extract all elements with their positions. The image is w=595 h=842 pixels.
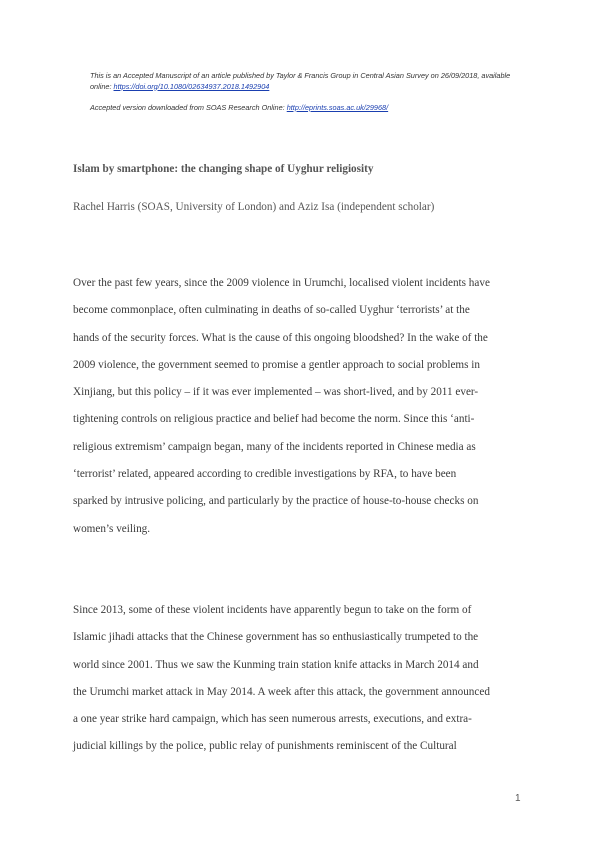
text-line: Xinjiang, but this policy – if it was ever implemented – was short-lived, and by 2011 ever-: [73, 386, 479, 399]
text-line: ‘terrorist’ related, appeared according to credible investigations by RFA, to have been: [73, 468, 457, 481]
body-paragraph-2: [73, 597, 525, 761]
page-number: 1: [515, 793, 521, 804]
repository-notice: [90, 103, 530, 114]
article-authors: Rachel Harris (SOAS, University of London) and Aziz Isa (independent scholar): [73, 201, 435, 213]
body-paragraph-1: [73, 270, 525, 543]
text-line: religious extremism’ campaign began, many of the incidents reported in Chinese media as: [73, 440, 476, 453]
doi-link[interactable]: https://doi.org/10.1080/02634937.2018.1492904: [113, 81, 270, 91]
text-line: 2009 violence, the government seemed to promise a gentler approach to social problems in: [73, 358, 480, 371]
article-title: Islam by smartphone: the changing shape of Uyghur religiosity: [73, 163, 374, 175]
text-line: sparked by intrusive policing, and particularly by the practice of house-to-house checks on: [73, 495, 479, 508]
text-line: tightening controls on religious practice and belief had become the norm. Since this ‘anti-: [73, 413, 475, 426]
text-line: Islamic jihadi attacks that the Chinese government has so enthusiastically trumpeted to the: [73, 631, 479, 644]
text-line: a one year strike hard campaign, which has seen numerous arrests, executions, and extra-: [73, 713, 472, 726]
text-line: world since 2001. Thus we saw the Kunming train station knife attacks in March 2014 and: [73, 658, 479, 671]
publication-notice: [90, 71, 530, 92]
text-line: the Urumchi market attack in May 2014. A week after this attack, the government announced: [73, 685, 490, 698]
repository-notice-text: Accepted version downloaded from SOAS Research Online:: [90, 103, 287, 112]
text-line: hands of the security forces. What is the cause of this ongoing bloodshed? In the wake of the: [73, 331, 488, 344]
text-line: Since 2013, some of these violent incidents have apparently begun to take on the form of: [73, 604, 472, 616]
text-line: Over the past few years, since the 2009 violence in Urumchi, localised violent incidents have: [73, 277, 490, 289]
text-line: judicial killings by the police, public relay of punishments reminiscent of the Cultural: [73, 740, 457, 753]
text-line: women’s veiling.: [73, 522, 151, 535]
publication-notice-text: This is an Accepted Manuscript of an article published by Taylor & Francis Group in Central Asian Survey on 26/09/2018, available online:: [90, 71, 511, 91]
text-line: become commonplace, often culminating in deaths of so-called Uyghur ‘terrorists’ at the: [73, 304, 470, 317]
repository-link[interactable]: http://eprints.soas.ac.uk/29968/: [286, 103, 389, 112]
